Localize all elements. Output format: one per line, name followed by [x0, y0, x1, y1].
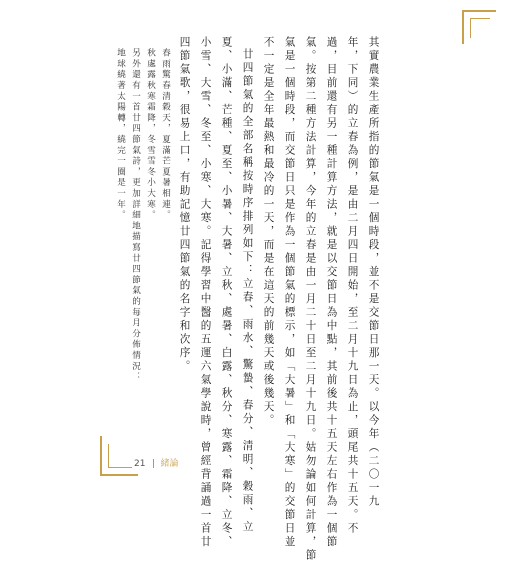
footer-divider: [153, 459, 154, 468]
body-column: 年，下同）的立春為例，是由二月四日開始，至二月十九日為止，頭尾共十五天。不: [346, 36, 359, 536]
body-column: 氣是一個時段，而交節日只是作為一個節氣的標示，如「大暑」和「大寒」的交節日並: [283, 36, 296, 549]
body-column: 不一定是全年最熱和最冷的一天，而是在這天的前幾天或後幾天。: [262, 36, 275, 428]
frame-corner-top-right: [462, 10, 502, 50]
poem-line: 秋處露秋寒霜降，冬雪雪冬小大寒。: [145, 48, 156, 221]
page-footer: [134, 456, 178, 469]
body-column: 過，目前還有另一種計算方法，就是以交節日為中點，其前後共十五天左右作為一個節: [325, 36, 338, 549]
body-column: 廿四節氣的全部名稱按時序排列如下：立春、雨水、驚蟄、春分、清明、穀雨、立: [241, 48, 254, 534]
extra-line: 另外還有一首廿四節氣詩，更加詳細地描寫廿四節氣的每月分佈情況：: [130, 48, 141, 383]
body-column: 其實農業生產所指的節氣是一個時段，並不是交節日那一天。以今年（二〇一九: [367, 36, 380, 509]
page-number: 21: [134, 459, 146, 469]
body-column: 四節氣歌，很易上口，有助記憶廿四節氣的名字和次序。: [178, 36, 191, 374]
section-title: 緒論: [160, 459, 179, 469]
body-column: 夏、小滿、芒種、夏至、小暑、大暑、立秋、處暑、白露、秋分、寒露、霜降、立冬、: [220, 36, 233, 549]
body-column: 氣。按第二種方法計算，今年的立春是由一月二十日至二月十九日。姑勿論如何計算，節: [304, 36, 317, 563]
extra-line: 地球繞著太陽轉，繞完一圈是一年。: [115, 48, 126, 221]
poem-line: 春雨驚春清穀天，夏滿芒夏暑相連。: [160, 48, 171, 221]
body-column: 小雪、大雪、冬至、小寒、大寒。記得學習中醫的五運六氣學說時，曾經背誦過一首廿: [199, 36, 212, 549]
